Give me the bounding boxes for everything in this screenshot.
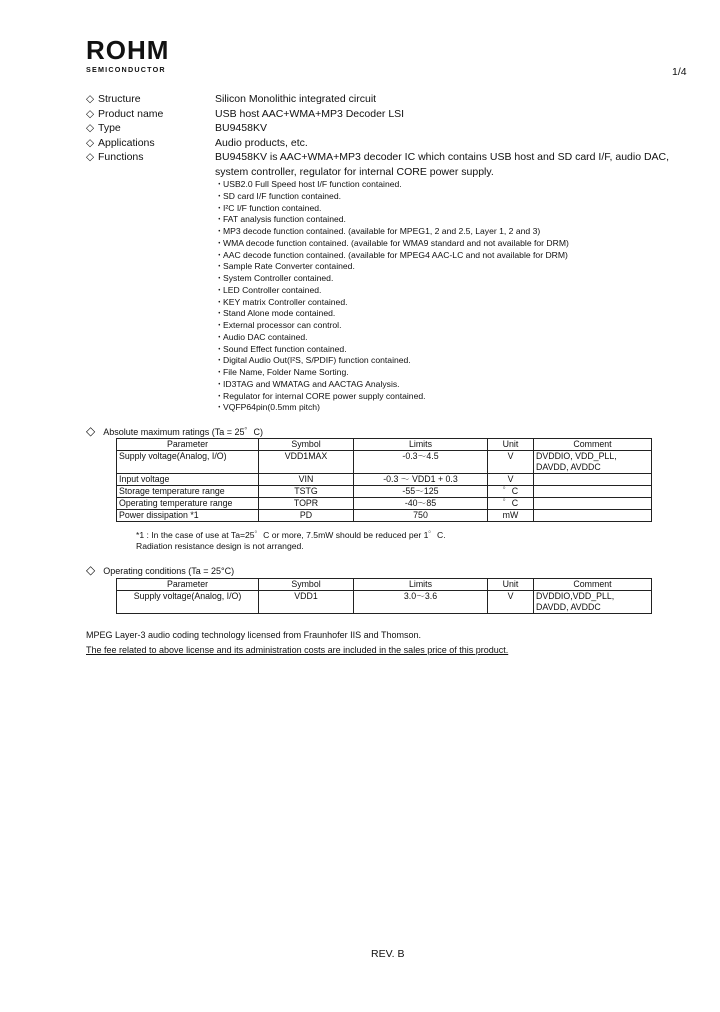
- spec-label: Type: [98, 122, 121, 134]
- diamond-icon: ◇: [86, 93, 95, 105]
- radiation-note: Radiation resistance design is not arranged.: [136, 541, 304, 551]
- diamond-icon: ◇: [86, 563, 96, 577]
- list-item: ・External processor can control.: [215, 320, 342, 330]
- spec-label: Product name: [98, 107, 164, 120]
- list-item: ・Stand Alone mode contained.: [215, 308, 336, 319]
- list-item: ・I²C I/F function contained.: [215, 202, 322, 213]
- bullet-icon: ・: [215, 378, 224, 389]
- list-item: ・Audio DAC contained.: [215, 331, 308, 342]
- spec-value: Audio products, etc.: [215, 136, 308, 149]
- diamond-icon: ◇: [86, 424, 96, 438]
- diamond-icon: ◇: [86, 107, 95, 120]
- bullet-icon: ・: [215, 179, 224, 189]
- logo-subtitle: SEMICONDUCTOR: [86, 65, 166, 74]
- bullet-icon: ・: [215, 296, 224, 307]
- list-item: ・FAT analysis function contained.: [215, 214, 346, 225]
- bullet-icon: ・: [215, 355, 224, 366]
- bullet-icon: ・: [215, 226, 224, 236]
- list-item: ・VQFP64pin(0.5mm pitch): [215, 402, 320, 413]
- list-item: ・WMA decode function contained. (available for WMA9 standard and not available for DRM): [215, 237, 569, 248]
- list-item: ・ID3TAG and WMATAG and AACTAG Analysis.: [215, 378, 400, 389]
- spec-label: Structure: [98, 93, 141, 105]
- page-number: 1/4: [672, 66, 687, 78]
- list-item: ・AAC decode function contained. (available for MPEG4 AAC-LC and not available for DRM): [215, 249, 568, 260]
- table-row: Input voltage VIN -0.3 ～ VDD1 + 0.3 V: [117, 474, 652, 486]
- spec-row-applications: [86, 136, 706, 151]
- logo-wordmark: ROHM: [86, 35, 170, 65]
- bullet-icon: ・: [215, 331, 224, 342]
- feature-list: [215, 179, 569, 414]
- op-cond-title-text: Operating conditions (Ta = 25°C): [103, 566, 235, 576]
- spec-block: [86, 92, 706, 179]
- table-header-row: Parameter Symbol Limits Unit Comment: [117, 439, 652, 451]
- abs-max-table: [116, 438, 652, 522]
- list-item: ・File Name, Folder Name Sorting.: [215, 367, 349, 377]
- bullet-icon: ・: [215, 308, 224, 319]
- table-row: Supply voltage(Analog, I/O) VDD1MAX -0.3～4.5 V DVDDIO, VDD_PLL,: [117, 451, 652, 463]
- functions-continuation: system controller, regulator for internal CORE power supply.: [215, 165, 494, 178]
- spec-value: USB host AAC+WMA+MP3 Decoder LSI: [215, 107, 405, 120]
- table-row: Operating temperature range TOPR -40～85 ゜C: [117, 498, 652, 510]
- table-header-row: Parameter Symbol Limits Unit Comment: [117, 579, 652, 591]
- bullet-icon: ・: [215, 273, 224, 283]
- bullet-icon: ・: [215, 320, 224, 330]
- bullet-icon: ・: [215, 261, 224, 272]
- abs-max-title: [86, 424, 263, 438]
- bullet-icon: ・: [215, 237, 224, 248]
- list-item: ・Sound Effect function contained.: [215, 343, 347, 354]
- list-item: ・Regulator for internal CORE power supply contained.: [215, 390, 426, 401]
- footnote: *1 : In the case of use at Ta=25゜C or more, 7.5mW should be reduced per 1゜C.: [136, 530, 446, 540]
- table-row: Power dissipation *1 PD 750 mW: [117, 510, 652, 522]
- list-item: ・MP3 decode function contained. (available for MPEG1, 2 and 2.5, Layer 1, 2 and 3): [215, 226, 541, 236]
- bullet-icon: ・: [215, 402, 224, 413]
- bullet-icon: ・: [215, 367, 224, 377]
- diamond-icon: ◇: [86, 122, 95, 134]
- spec-value: BU9458KV: [215, 122, 267, 134]
- bullet-icon: ・: [215, 190, 224, 201]
- spec-label: Functions: [98, 151, 144, 163]
- spec-row-functions: [86, 150, 706, 165]
- spec-label: Applications: [98, 136, 155, 149]
- revision-label: REV. B: [371, 948, 405, 960]
- spec-value: Silicon Monolithic integrated circuit: [215, 93, 377, 105]
- bullet-icon: ・: [215, 284, 224, 295]
- list-item: ・Digital Audio Out(I²S, S/PDIF) function contained.: [215, 355, 411, 366]
- license-fee-text: The fee related to above license and its administration costs are included in the sales price of this product.: [86, 645, 509, 655]
- table-row: DAVDD, AVDDC: [117, 462, 652, 474]
- list-item: ・SD card I/F function contained.: [215, 190, 341, 201]
- table-row: Supply voltage(Analog, I/O) VDD1 3.0～3.6 V DVDDIO,VDD_PLL,: [117, 591, 652, 603]
- bullet-icon: ・: [215, 343, 224, 354]
- bullet-icon: ・: [215, 214, 224, 225]
- list-item: ・System Controller contained.: [215, 273, 334, 283]
- rohm-logo: [86, 35, 190, 74]
- diamond-icon: ◇: [86, 151, 95, 163]
- diamond-icon: ◇: [86, 136, 95, 149]
- list-item: ・KEY matrix Controller contained.: [215, 296, 348, 307]
- table-row: Storage temperature range TSTG -55～125 ゜C: [117, 486, 652, 498]
- list-item: ・USB2.0 Full Speed host I/F function contained.: [215, 179, 402, 189]
- license-text: MPEG Layer-3 audio coding technology licensed from Fraunhofer IIS and Thomson.: [86, 630, 422, 640]
- spec-row-product-name: [86, 107, 706, 122]
- list-item: ・LED Controller contained.: [215, 284, 322, 295]
- spec-value: BU9458KV is AAC+WMA+MP3 decoder IC which contains USB host and SD card I/F, audio DAC,: [215, 151, 670, 163]
- table-row: DAVDD, AVDDC: [117, 602, 652, 614]
- bullet-icon: ・: [215, 202, 224, 213]
- abs-max-title-text: Absolute maximum ratings (Ta = 25゜C): [103, 427, 264, 437]
- bullet-icon: ・: [215, 390, 224, 401]
- bullet-icon: ・: [215, 249, 224, 260]
- spec-row-type: [86, 121, 706, 136]
- spec-row-structure: [86, 92, 706, 107]
- op-cond-title: [86, 563, 234, 577]
- op-cond-table: [116, 578, 652, 614]
- list-item: ・Sample Rate Converter contained.: [215, 261, 355, 272]
